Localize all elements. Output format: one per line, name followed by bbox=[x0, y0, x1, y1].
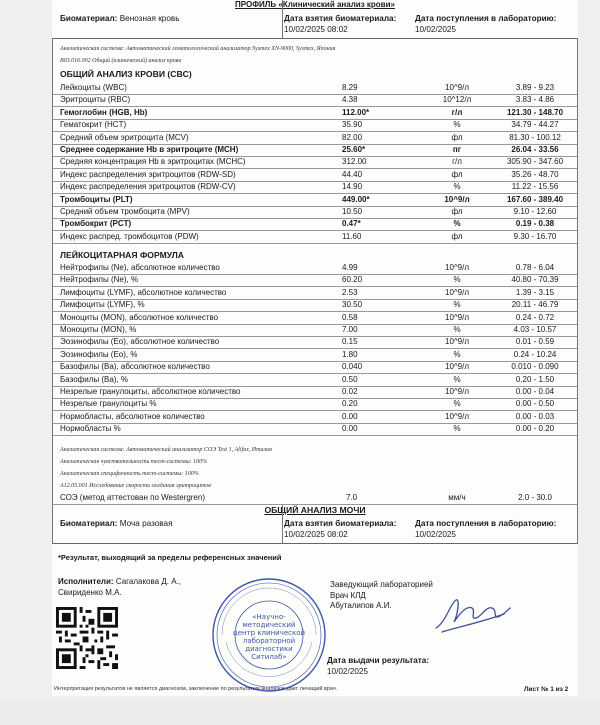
biomaterial-info bbox=[60, 13, 180, 24]
cbc-unit: 10^12/л bbox=[442, 95, 472, 105]
cbc-row bbox=[52, 107, 578, 119]
esr-unit: мм/ч bbox=[448, 493, 466, 502]
biomaterial-value: Венозная кровь bbox=[119, 14, 180, 23]
diff-name: Базофилы (Ba), % bbox=[60, 374, 128, 384]
diff-row bbox=[52, 324, 578, 336]
diff-row bbox=[52, 262, 578, 274]
diff-name: Нормобласты, абсолютное количество bbox=[60, 411, 205, 421]
row-divider bbox=[52, 435, 578, 436]
cbc-ref: 305.90 - 347.60 bbox=[506, 157, 564, 167]
cbc-row bbox=[52, 156, 578, 168]
lab-head bbox=[330, 580, 433, 612]
urine-received-block bbox=[415, 518, 556, 540]
diff-unit: % bbox=[453, 349, 461, 359]
cbc-value: 25.60* bbox=[342, 145, 366, 154]
cbc-name: Тромбоциты (PLT) bbox=[60, 194, 133, 204]
cbc-value: 82.00 bbox=[342, 132, 363, 142]
diff-value: 2.53 bbox=[342, 287, 358, 297]
diff-ref: 0.01 - 0.59 bbox=[515, 337, 555, 347]
cbc-value: 44.40 bbox=[342, 169, 363, 179]
diff-name: Нейтрофилы (Ne), абсолютное количество bbox=[60, 263, 220, 272]
cbc-unit: % bbox=[453, 182, 461, 192]
diff-name: Нейтрофилы (Ne), % bbox=[60, 275, 139, 285]
profile-title: ПРОФИЛЬ «Клинический анализ крови» bbox=[235, 0, 395, 9]
diff-unit: % bbox=[453, 325, 461, 334]
diff-row bbox=[52, 274, 578, 286]
diff-ref: 0.20 - 1.50 bbox=[515, 374, 555, 384]
esr-specificity-note: Аналитическая специфичность тест-системы: 100% bbox=[60, 471, 199, 477]
diff-name: Лимфоциты (LYMF), абсолютное количество bbox=[60, 287, 227, 297]
diff-ref: 0.00 - 0.50 bbox=[515, 399, 555, 409]
cbc-row bbox=[52, 169, 578, 181]
diff-row bbox=[52, 299, 578, 311]
diff-name: Лимфоциты (LYMF), % bbox=[60, 300, 145, 310]
diff-value: 0.040 bbox=[342, 362, 363, 372]
diff-name: Эозинофилы (Eo), % bbox=[60, 349, 138, 359]
diff-row bbox=[52, 349, 578, 361]
esr-sensitivity-note: Аналитическая чувствительность тест-системы: 100% bbox=[60, 459, 208, 465]
cbc-name: Средний объем тромбоцита (MPV) bbox=[60, 207, 190, 216]
cbc-unit: 10^9/л bbox=[444, 194, 470, 204]
cbc-unit: г/л bbox=[451, 107, 463, 117]
test-code-note: B03.016.002 Общий (клинический) анализ крови bbox=[60, 58, 182, 64]
diff-name: Незрелые гранулоциты, абсолютное количество bbox=[60, 387, 241, 396]
cbc-name: Лейкоциты (WBC) bbox=[60, 83, 127, 92]
cbc-name: Индекс распред. тромбоцитов (PDW) bbox=[60, 231, 199, 241]
cbc-value: 0.47* bbox=[342, 219, 361, 229]
cbc-ref: 81.30 - 100.12 bbox=[509, 132, 561, 142]
esr-ref: 2.0 - 30.0 bbox=[518, 493, 552, 502]
cbc-name: Среднее содержание Hb в эритроците (MCH) bbox=[60, 145, 239, 154]
urine-biomaterial-label: Биоматериал: bbox=[60, 519, 118, 528]
taken-label: Дата взятия биоматериала: bbox=[284, 14, 397, 23]
cbc-name: Индекс распределения эритроцитов (RDW-CV) bbox=[60, 182, 236, 192]
table-border-left bbox=[52, 38, 53, 544]
cbc-row bbox=[52, 218, 578, 230]
diff-value: 7.00 bbox=[342, 325, 358, 334]
background-strip bbox=[0, 700, 600, 725]
table-border-right bbox=[577, 38, 578, 544]
cbc-ref: 9.30 - 16.70 bbox=[513, 231, 557, 241]
biomaterial-label: Биоматериал: bbox=[60, 14, 118, 23]
diff-section-title: ЛЕЙКОЦИТАРНАЯ ФОРМУЛА bbox=[60, 250, 184, 260]
diff-name: Моноциты (MON), абсолютное количество bbox=[60, 312, 219, 322]
stamp-line-5: диагностики bbox=[245, 645, 293, 653]
diff-ref: 40.80 - 70.39 bbox=[511, 275, 559, 285]
diff-name: Моноциты (MON), % bbox=[60, 325, 137, 334]
cbc-value: 11.60 bbox=[342, 231, 362, 241]
diff-ref: 0.010 - 0.090 bbox=[511, 362, 559, 372]
diff-unit: 10^9/л bbox=[445, 411, 469, 421]
disclaimer: Интерпретация результатов не является диагнозом, заключение по результатам анализов дает лечащий врач. bbox=[54, 686, 338, 692]
cbc-value: 35.90 bbox=[342, 120, 363, 130]
cbc-row bbox=[52, 119, 578, 131]
issue-date-label: Дата выдачи результата: bbox=[327, 656, 430, 665]
diff-ref: 4.03 - 10.57 bbox=[513, 325, 557, 334]
diff-value: 0.58 bbox=[342, 312, 358, 322]
cbc-ref: 11.22 - 15.56 bbox=[511, 182, 559, 192]
diff-value: 1.80 bbox=[342, 349, 358, 359]
qr-code bbox=[56, 607, 118, 669]
diff-value: 0.00 bbox=[342, 411, 358, 421]
lab-head-position: Врач КЛД bbox=[330, 590, 366, 600]
lab-head-name: Абуталипов А.И. bbox=[330, 601, 392, 610]
diff-row bbox=[52, 287, 578, 299]
cbc-unit: фл bbox=[451, 207, 463, 216]
cbc-unit: г/л bbox=[452, 157, 462, 167]
diff-value: 0.02 bbox=[342, 387, 358, 396]
esr-code-note: A12.05.001 Исследование скорости оседания эритроцитов bbox=[60, 483, 211, 489]
diff-unit: % bbox=[453, 300, 461, 310]
performers bbox=[58, 576, 181, 598]
issue-date bbox=[327, 656, 429, 677]
cbc-value: 112.00* bbox=[342, 107, 370, 117]
diff-name: Эозинофилы (Eo), абсолютное количество bbox=[60, 337, 220, 347]
diff-row bbox=[52, 411, 578, 423]
diff-name: Незрелые гранулоциты % bbox=[60, 399, 157, 409]
diff-unit: 10^9/л bbox=[445, 287, 469, 297]
urine-taken-block bbox=[284, 518, 396, 540]
cbc-name: Средняя концентрация Hb в эритроцитах (MCHC) bbox=[60, 157, 246, 167]
diff-ref: 0.00 - 0.20 bbox=[515, 424, 555, 434]
lab-head-title: Заведующий лабораторией bbox=[330, 580, 433, 589]
analyzer-note: Аналитическая система: Автоматический гематологический анализатор Sysmex XN-9000, Sysmex, Япония bbox=[60, 46, 336, 52]
diff-ref: 1.39 - 3.15 bbox=[515, 287, 555, 297]
diff-name: Базофилы (Ba), абсолютное количество bbox=[60, 362, 210, 372]
cbc-row bbox=[52, 144, 578, 156]
diff-unit: % bbox=[453, 424, 461, 434]
out-of-range-footnote: *Результат, выходящий за пределы референсных значений bbox=[58, 553, 282, 562]
cbc-ref: 35.26 - 48.70 bbox=[511, 169, 559, 179]
stamp-line-1: «Научно- bbox=[252, 613, 286, 621]
diff-value: 4.99 bbox=[342, 263, 358, 272]
taken-date-block bbox=[284, 13, 396, 35]
urine-taken-label: Дата взятия биоматериала: bbox=[284, 519, 397, 528]
row-divider bbox=[52, 243, 578, 244]
divider bbox=[52, 38, 578, 39]
stamp-line-2: методический bbox=[242, 621, 296, 629]
diff-value: 60.20 bbox=[342, 275, 363, 285]
cbc-ref: 3.89 - 9.23 bbox=[515, 83, 555, 92]
diff-name: Нормобласты % bbox=[60, 424, 121, 434]
diff-unit: 10^9/л bbox=[445, 263, 469, 272]
diff-unit: 10^9/л bbox=[445, 337, 469, 347]
cbc-value: 312.00 bbox=[342, 157, 367, 167]
cbc-row bbox=[52, 194, 578, 206]
diff-value: 0.15 bbox=[342, 337, 358, 347]
cbc-ref: 34.79 - 44.27 bbox=[511, 120, 559, 130]
diff-ref: 20.11 - 46.79 bbox=[511, 300, 559, 310]
performers-label: Исполнители: bbox=[58, 577, 114, 586]
cbc-ref: 167.60 - 389.40 bbox=[506, 194, 564, 204]
cbc-row bbox=[52, 181, 578, 193]
diff-row bbox=[52, 398, 578, 410]
diff-unit: % bbox=[453, 399, 461, 409]
cbc-ref: 9.10 - 12.60 bbox=[513, 207, 557, 216]
diff-ref: 0.24 - 0.72 bbox=[515, 312, 555, 322]
cbc-value: 449.00* bbox=[342, 194, 370, 204]
performer-1: Сагалакова Д. А., bbox=[115, 577, 181, 586]
cbc-name: Индекс распределения эритроцитов (RDW-SD) bbox=[60, 169, 236, 179]
diff-ref: 0.00 - 0.04 bbox=[515, 387, 555, 396]
cbc-row bbox=[52, 94, 578, 106]
cbc-name: Средний объем эритроцита (MCV) bbox=[60, 132, 189, 142]
diff-ref: 0.24 - 10.24 bbox=[513, 349, 557, 359]
cbc-ref: 3.83 - 4.86 bbox=[515, 95, 555, 105]
urine-taken-value: 10/02/2025 08:02 bbox=[284, 530, 348, 539]
diff-row bbox=[52, 386, 578, 398]
esr-name: СОЭ (метод аттестован по Westergren) bbox=[60, 493, 205, 502]
urine-header-divider bbox=[282, 505, 283, 544]
cbc-row bbox=[52, 82, 578, 94]
header-divider bbox=[282, 0, 283, 38]
cbc-unit: 10^9/л bbox=[445, 83, 469, 92]
issue-date-value: 10/02/2025 bbox=[327, 666, 368, 676]
cbc-name: Тромбокрит (PCT) bbox=[60, 219, 132, 229]
cbc-name: Гематокрит (HCT) bbox=[60, 120, 127, 130]
received-label: Дата поступления в лабораторию: bbox=[415, 14, 557, 23]
cbc-ref: 121.30 - 148.70 bbox=[506, 107, 564, 117]
diff-row bbox=[52, 374, 578, 386]
cbc-name: Эритроциты (RBC) bbox=[60, 95, 131, 105]
urine-section-title: ОБЩИЙ АНАЛИЗ МОЧИ bbox=[264, 505, 366, 515]
diff-ref: 0.78 - 6.04 bbox=[515, 263, 555, 272]
esr-analyzer-note: Аналитическая система: Автоматический анализатор СОЭ Test 1, Alifax, Италия bbox=[60, 447, 272, 453]
diff-row bbox=[52, 361, 578, 373]
cbc-unit: % bbox=[453, 219, 461, 229]
cbc-ref: 0.19 - 0.38 bbox=[515, 219, 555, 229]
cbc-ref: 26.04 - 33.56 bbox=[511, 145, 559, 154]
received-date-block bbox=[415, 13, 556, 35]
diff-unit: % bbox=[453, 275, 461, 285]
cbc-value: 14.90 bbox=[342, 182, 363, 192]
diff-row bbox=[52, 423, 578, 435]
cbc-unit: % bbox=[453, 120, 461, 130]
urine-biomaterial-value: Моча разовая bbox=[119, 519, 173, 528]
signature bbox=[432, 592, 512, 637]
divider bbox=[52, 543, 578, 544]
cbc-unit: фл bbox=[451, 132, 463, 142]
cbc-value: 4.38 bbox=[342, 95, 358, 105]
cbc-unit: фл bbox=[451, 169, 463, 179]
diff-row bbox=[52, 312, 578, 324]
diff-value: 0.50 bbox=[342, 374, 358, 384]
urine-biomaterial-info bbox=[60, 518, 173, 529]
diff-unit: 10^9/л bbox=[445, 362, 469, 372]
cbc-section-title: ОБЩИЙ АНАЛИЗ КРОВИ (CBC) bbox=[60, 69, 192, 79]
sheet-number: Лист № 1 из 2 bbox=[524, 686, 569, 693]
diff-unit: 10^9/л bbox=[445, 387, 469, 396]
taken-value: 10/02/2025 08:02 bbox=[284, 25, 348, 34]
cbc-row bbox=[52, 206, 578, 218]
cbc-name: Гемоглобин (HGB, Hb) bbox=[60, 107, 148, 117]
esr-value: 7.0 bbox=[346, 493, 358, 502]
cbc-row bbox=[52, 231, 578, 243]
cbc-value: 10.50 bbox=[342, 207, 363, 216]
diff-unit: 10^9/л bbox=[445, 312, 469, 322]
urine-received-label: Дата поступления в лабораторию: bbox=[415, 519, 557, 528]
diff-unit: % bbox=[453, 374, 461, 384]
diff-ref: 0.00 - 0.03 bbox=[515, 411, 555, 421]
diff-value: 30.50 bbox=[342, 300, 363, 310]
cbc-unit: фл bbox=[451, 231, 463, 241]
cbc-value: 8.29 bbox=[342, 83, 358, 92]
cbc-unit: пг bbox=[452, 145, 462, 154]
performer-2: Свириденко М.А. bbox=[58, 588, 122, 597]
diff-value: 0.00 bbox=[342, 424, 358, 434]
stamp-line-3: центр клинической bbox=[232, 629, 306, 637]
stamp-line-4: лабораторной bbox=[242, 637, 296, 645]
stamp-line-6: Ситилаб» bbox=[251, 653, 287, 661]
cbc-row bbox=[52, 132, 578, 144]
received-value: 10/02/2025 bbox=[415, 25, 456, 34]
urine-received-value: 10/02/2025 bbox=[415, 530, 456, 539]
diff-value: 0.20 bbox=[342, 399, 358, 409]
diff-row bbox=[52, 336, 578, 348]
esr-row bbox=[52, 492, 578, 504]
laboratory-stamp bbox=[210, 576, 328, 694]
